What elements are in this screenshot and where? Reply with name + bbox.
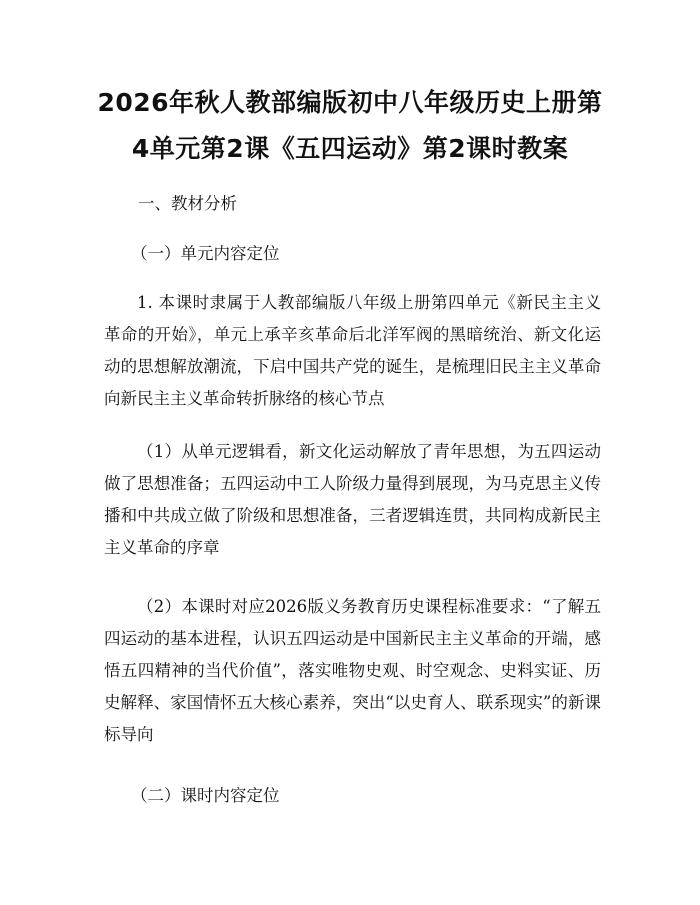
paragraph-curriculum-standard: （2）本课时对应2026版义务教育历史课程标准要求：“了解五四运动的基本进程，认识五四运动是中国新民主主义革命的开端，感悟五四精神的当代价值”，落实唯物史观、时空观念、史料实证、历史解释、家国情怀五大核心素养，突出“以史育人、联系现实”的新课标导向 <box>104 597 601 744</box>
subsection-heading-lesson-positioning: （二）课时内容定位 <box>131 786 280 805</box>
document-title-line-2: 4单元第2课《五四运动》第2课时教案 <box>131 134 569 163</box>
paragraph-unit-logic: （1）从单元逻辑看，新文化运动解放了青年思想，为五四运动做了思想准备；五四运动中工人阶级力量得到展现，为马克思主义传播和中共成立做了阶级和思想准备，三者逻辑连贯，共同构成新民主主义革命的序章 <box>104 442 601 557</box>
document-title-line-1: 2026年秋人教部编版初中八年级历史上册第 <box>97 88 603 117</box>
subsection-heading-unit-positioning: （一）单元内容定位 <box>131 244 280 263</box>
paragraph-unit-context: 1. 本课时隶属于人教部编版八年级上册第四单元《新民主主义革命的开始》，单元上承辛亥革命后北洋军阀的黑暗统治、新文化运动的思想解放潮流，下启中国共产党的诞生，是梳理旧民主主义革命向新民主主义革命转折脉络的核心节点 <box>104 293 601 408</box>
section-heading-textbook-analysis: 一、教材分析 <box>138 194 237 213</box>
